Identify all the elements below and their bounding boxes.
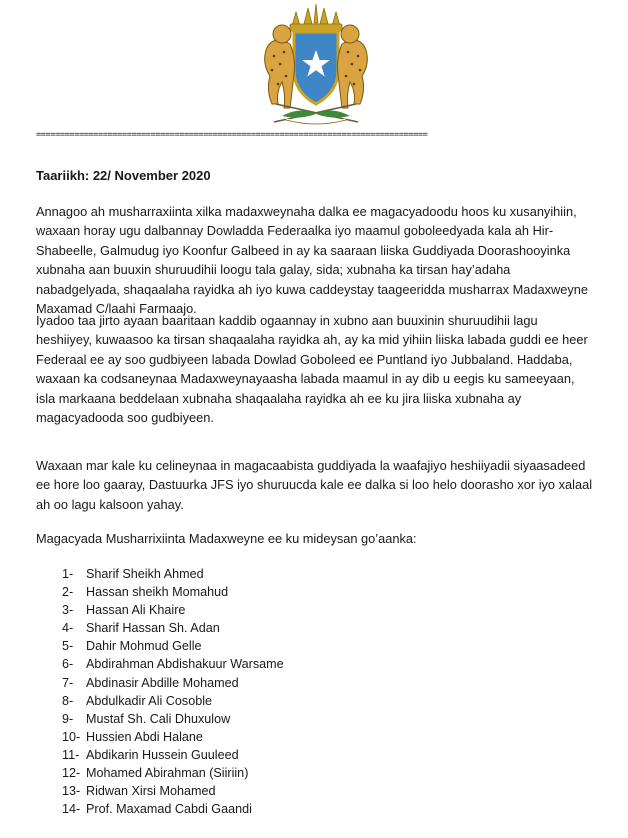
list-item [62,637,284,655]
candidate-name: Ridwan Xirsi Mohamed [86,784,216,799]
list-item-number: 12- [62,766,81,781]
list-item [62,692,284,710]
candidate-name: Abdirahman Abdishakuur Warsame [86,657,284,672]
paragraph-1: Annagoo ah musharraxiinta xilka madaxweynaha dalka ee magacyadoodu hoos ku xusanyihiin, waxaan horay ugu dalbannay Dowladda Federaalka iyo maamul goboleedyada kala ah Hir-Shabeelle, Galmudug iyo Koonfur Galbeed in ay ka saaraan liiska Guddiyada Doorashooyinka xubnaha aan buuxin shuruudihii loogu tala galay, sida; xubnaha ka tirsan hay’adaha nabadgelyada, shaqaalaha rayidka ah iyo kuwa caddeystay taageeridda musharrax Madaxweyne Maxamad C/laahi Farmaajo. [36,204,589,317]
candidate-name: Prof. Maxamad Cabdi Gaandi [86,802,252,817]
list-item-number: 1- [62,567,74,581]
paragraph-3: Waxaan mar kale ku celineynaa in magacaabista guddiyada la waafajiyo heshiiyadii siyaasadeed ee hore loo gaaray, Dastuurka JFS iyo shuruucda kale ee dalka si loo helo doorasho xor iyo xalaal ah oo lagu kalsoon yahay. [36,458,593,512]
list-item-number: 8- [62,693,74,708]
candidate-name: Mustaf Sh. Cali Dhuxulow [86,711,231,726]
candidate-name: Hassan Ali Khaire [86,603,186,618]
list-item-number: 10- [62,729,81,744]
list-item-number: 9- [62,711,74,726]
list-item-number: 6- [62,657,74,672]
candidate-name: Dahir Mohmud Gelle [86,639,202,654]
candidate-name: Abdikarin Hussein Guuleed [86,747,239,762]
list-item [62,782,284,800]
list-item-number: 11- [62,747,80,762]
candidate-name: Sharif Sheikh Ahmed [86,567,204,581]
list-item [62,800,284,818]
list-item-number: 14- [62,802,81,817]
list-item [62,710,284,728]
list-item-number: 2- [62,585,74,600]
list-item [62,764,284,782]
list-item-number: 3- [62,603,74,618]
list-item [62,728,284,746]
candidate-name: Sharif Hassan Sh. Adan [86,621,220,636]
letter-date: Taariikh: 22/ November 2020 [36,168,211,183]
candidate-name: Hassan sheikh Momahud [86,585,229,600]
paragraph-2: Iyadoo taa jirto ayaan baaritaan kaddib ogaannay in xubno aan buuxinin shuruudihii lagu heshiiyey, kuwaasoo ka tirsan shaqaalaha rayidka ah, ay ka mid yihiin liiska labada guddi ee heer Federaal ee ay soo gudbiyeen labada Dowlad Goboleed ee Puntland iyo Jubbaland. Haddaba, waxaan ka codsaneynaa Madaxweynayaasha labada maamul in ay dib u eegis ku sameeyaan, isla markaana beddelaan xubnaha shaqaalaha rayidka ah ee ku jira liiska xubnaha ay magacyadooda soo gudbiyeen. [36,313,588,426]
list-item [62,583,284,601]
candidate-name: Abdulkadir Ali Cosoble [86,693,213,708]
candidate-name: Hussien Abdi Halane [86,729,203,744]
list-item [62,619,284,637]
header-divider: ================================================================================== [36,130,428,140]
list-item [62,565,284,583]
candidate-name: Mohamed Abirahman (Siiriin) [86,766,249,781]
candidates-list [62,565,284,818]
list-item [62,674,284,692]
list-item [62,655,284,673]
list-item-number: 4- [62,621,74,636]
list-item-number: 7- [62,675,74,690]
list-item [62,746,284,764]
list-item-number: 13- [62,784,81,799]
candidate-name: Abdinasir Abdille Mohamed [86,675,239,690]
candidates-list-heading: Magacyada Musharrixiinta Madaxweyne ee ku mideysan go’aanka: [36,531,417,546]
list-item-number: 5- [62,639,74,654]
list-item [62,601,284,619]
coat-of-arms-emblem [252,4,380,130]
